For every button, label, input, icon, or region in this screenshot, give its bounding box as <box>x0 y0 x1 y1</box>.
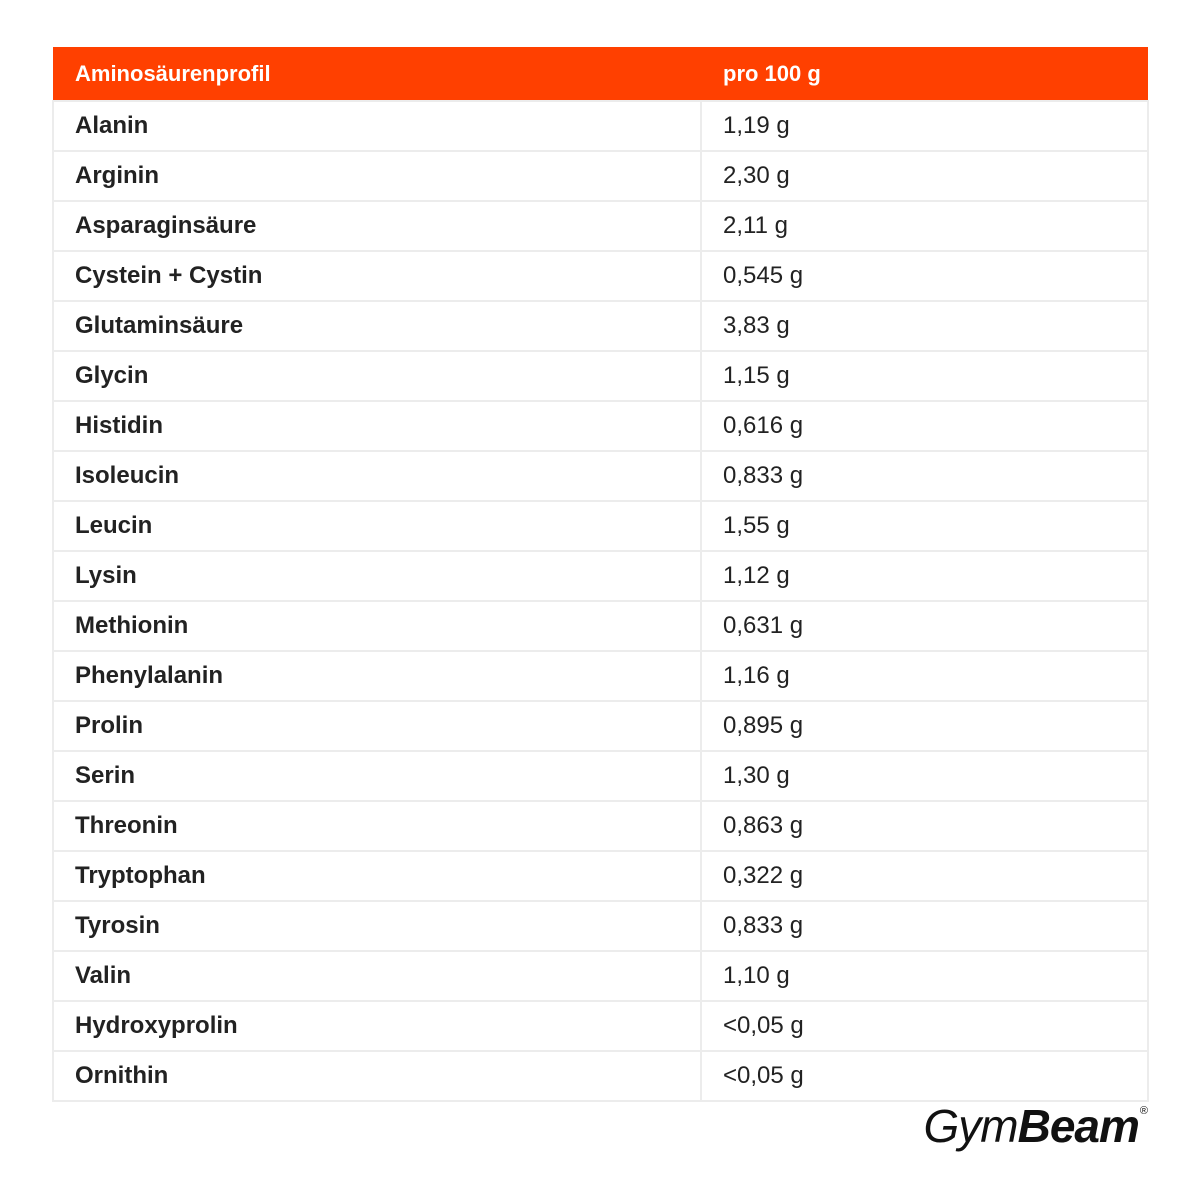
amino-acid-name: Threonin <box>53 801 701 851</box>
table-row <box>53 201 1148 251</box>
amino-acid-name: Tryptophan <box>53 851 701 901</box>
amino-acid-name: Glycin <box>53 351 701 401</box>
amino-acid-amount: 1,10 g <box>701 951 1148 1001</box>
amino-acid-amount: <0,05 g <box>701 1051 1148 1101</box>
amino-acid-amount: 0,833 g <box>701 901 1148 951</box>
amino-acid-name: Leucin <box>53 501 701 551</box>
amino-acid-amount: <0,05 g <box>701 1001 1148 1051</box>
amino-acid-name: Ornithin <box>53 1051 701 1101</box>
column-header-value: pro 100 g <box>701 47 1148 101</box>
amino-acid-amount: 2,30 g <box>701 151 1148 201</box>
table-header-row <box>53 47 1148 101</box>
amino-acid-table <box>52 47 1149 1102</box>
amino-acid-amount: 0,863 g <box>701 801 1148 851</box>
amino-acid-name: Histidin <box>53 401 701 451</box>
table-row <box>53 851 1148 901</box>
table-row <box>53 1051 1148 1101</box>
amino-acid-amount: 1,15 g <box>701 351 1148 401</box>
table-row <box>53 101 1148 151</box>
table-row <box>53 351 1148 401</box>
amino-acid-name: Lysin <box>53 551 701 601</box>
amino-acid-amount: 0,833 g <box>701 451 1148 501</box>
amino-acid-name: Valin <box>53 951 701 1001</box>
amino-acid-amount: 0,322 g <box>701 851 1148 901</box>
amino-acid-name: Isoleucin <box>53 451 701 501</box>
amino-acid-amount: 0,895 g <box>701 701 1148 751</box>
table-row <box>53 301 1148 351</box>
table-row <box>53 701 1148 751</box>
logo-text-beam: Beam <box>1017 1100 1139 1152</box>
amino-acid-amount: 1,12 g <box>701 551 1148 601</box>
table-row <box>53 451 1148 501</box>
table-row <box>53 601 1148 651</box>
amino-acid-name: Arginin <box>53 151 701 201</box>
amino-acid-name: Tyrosin <box>53 901 701 951</box>
amino-acid-amount: 0,545 g <box>701 251 1148 301</box>
amino-acid-name: Serin <box>53 751 701 801</box>
table-row <box>53 1001 1148 1051</box>
amino-acid-amount: 0,616 g <box>701 401 1148 451</box>
amino-acid-name: Glutaminsäure <box>53 301 701 351</box>
amino-acid-name: Phenylalanin <box>53 651 701 701</box>
amino-acid-amount: 1,55 g <box>701 501 1148 551</box>
amino-acid-amount: 0,631 g <box>701 601 1148 651</box>
amino-acid-name: Asparaginsäure <box>53 201 701 251</box>
table-row <box>53 751 1148 801</box>
amino-acid-amount: 3,83 g <box>701 301 1148 351</box>
gymbeam-logo <box>923 1096 1148 1156</box>
amino-acid-amount: 1,19 g <box>701 101 1148 151</box>
table-row <box>53 551 1148 601</box>
logo-text-gym: Gym <box>923 1100 1018 1152</box>
table-row <box>53 951 1148 1001</box>
table-row <box>53 801 1148 851</box>
registered-mark: ® <box>1139 1105 1148 1117</box>
table-row <box>53 251 1148 301</box>
table-row <box>53 401 1148 451</box>
amino-acid-name: Hydroxyprolin <box>53 1001 701 1051</box>
table-row <box>53 901 1148 951</box>
table-row <box>53 501 1148 551</box>
table-row <box>53 651 1148 701</box>
amino-acid-name: Alanin <box>53 101 701 151</box>
amino-acid-amount: 1,30 g <box>701 751 1148 801</box>
amino-acid-name: Cystein + Cystin <box>53 251 701 301</box>
amino-acid-amount: 1,16 g <box>701 651 1148 701</box>
table-row <box>53 151 1148 201</box>
amino-acid-name: Prolin <box>53 701 701 751</box>
amino-acid-amount: 2,11 g <box>701 201 1148 251</box>
column-header-name: Aminosäurenprofil <box>53 47 701 101</box>
amino-acid-name: Methionin <box>53 601 701 651</box>
